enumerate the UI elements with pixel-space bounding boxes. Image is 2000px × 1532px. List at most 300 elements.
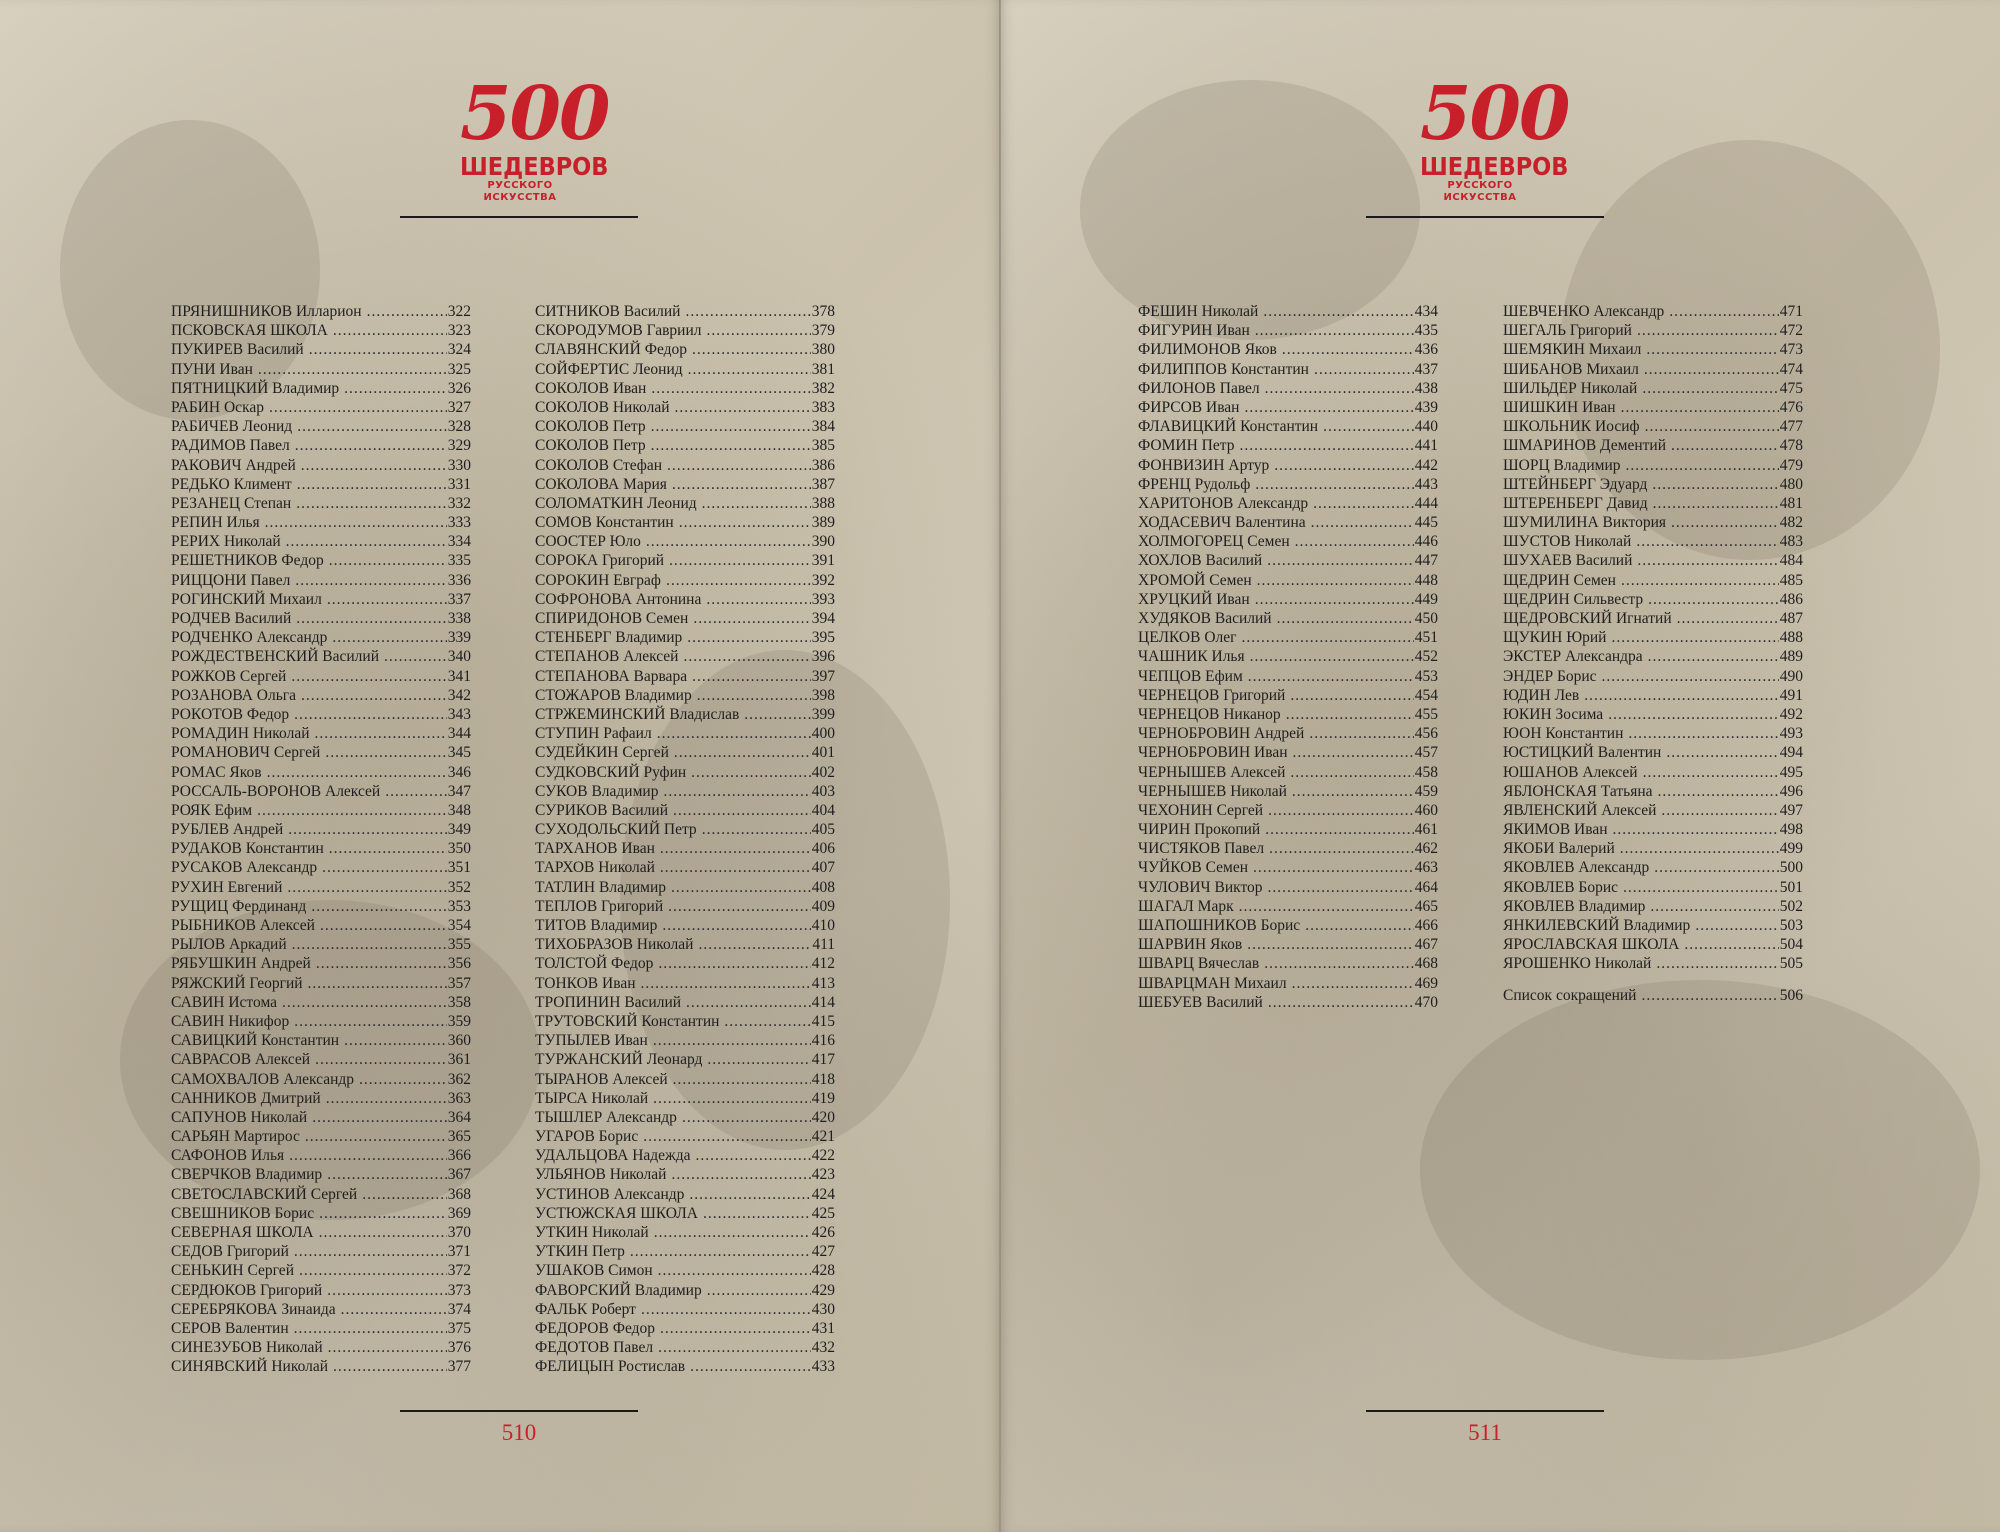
index-entry [171,1031,471,1050]
dot-leader [311,897,446,916]
index-entry [171,801,471,820]
entry-page: 469 [1414,974,1438,992]
index-entry [171,1089,471,1108]
entry-name: РИЦЦОНИ Павел [171,571,291,589]
index-entry [1138,551,1438,570]
entry-page: 473 [1779,341,1803,359]
entry-page: 361 [447,1051,471,1069]
dot-leader [320,916,447,935]
entry-page: 409 [811,897,835,915]
logo-subtitle: РУССКОГО ИСКУССТВА [483,180,557,203]
entry-name: СТУПИН Рафаил [535,725,652,743]
dot-leader [1637,551,1778,570]
index-entry [1138,974,1438,993]
dot-leader [658,1261,811,1280]
index-entry [1138,782,1438,801]
entry-page: 504 [1779,936,1803,954]
dot-leader [707,321,811,340]
index-entry [1138,494,1438,513]
index-entry [1138,532,1438,551]
logo-number: 500 [1420,71,1569,157]
entry-name: РЕЗАНЕЦ Степан [171,494,292,512]
entry-name: РЯЖСКИЙ Георгий [171,974,303,992]
dot-leader [673,801,811,820]
index-entry [171,398,471,417]
index-entry [535,1223,835,1242]
entry-page: 414 [811,993,835,1011]
index-entry [1138,302,1438,321]
dot-leader [1654,858,1778,877]
entry-page: 486 [1779,590,1803,608]
index-entry [1138,839,1438,858]
dot-leader [1292,782,1414,801]
dot-leader [1267,551,1414,570]
entry-page: 322 [447,303,471,320]
entry-name: ЦЕЛКОВ Олег [1138,629,1237,647]
index-entry [171,782,471,801]
entry-name: СОКОЛОВ Иван [535,379,647,397]
entry-name: САРЬЯН Мартирос [171,1128,300,1146]
index-entry [1503,379,1803,398]
dot-leader [1311,513,1414,532]
dot-leader [1268,993,1414,1012]
dot-leader [1623,878,1779,897]
entry-page: 372 [447,1262,471,1280]
index-entry [1503,839,1803,858]
dot-leader [1650,897,1778,916]
dot-leader [658,1338,811,1357]
entry-name: СООСТЕР Юло [535,533,641,551]
entry-page: 482 [1779,514,1803,532]
dot-leader [1602,667,1779,686]
index-entry [171,475,471,494]
dot-leader [301,686,447,705]
entry-name: ФЕДОРОВ Федор [535,1319,656,1337]
entry-name: СОКОЛОВ Стефан [535,456,663,474]
entry-name: ФЕДОТОВ Павел [535,1339,654,1357]
dot-leader [1309,724,1413,743]
dot-leader [671,1165,810,1184]
index-entry [171,1127,471,1146]
entry-name: ЯКОВЛЕВ Борис [1503,878,1619,896]
dot-leader [1641,986,1778,1005]
index-entry [171,379,471,398]
entry-name: РОЯК Ефим [171,801,253,819]
entry-name: РОДЧЕНКО Александр [171,629,328,647]
entry-page: 496 [1779,782,1803,800]
dot-leader [666,571,811,590]
entry-name: ФРЕНЦ Рудольф [1138,475,1251,493]
entry-page: 415 [811,1012,835,1030]
dot-leader [724,1012,810,1031]
book-spine [999,0,1001,1532]
entry-name: ЮСТИЦКИЙ Валентин [1503,744,1662,762]
entry-name: ФАВОРСКИЙ Владимир [535,1281,702,1299]
entry-page: 475 [1779,379,1803,397]
index-entry [1503,935,1803,954]
dot-leader [1648,590,1779,609]
dot-leader [257,801,447,820]
entry-page: 428 [811,1262,835,1280]
dot-leader [662,916,810,935]
index-entry [535,935,835,954]
entry-page: 379 [811,322,835,340]
dot-leader [312,1108,447,1127]
dot-leader [668,897,811,916]
entry-page: 467 [1414,936,1438,954]
background-art [1080,80,1420,340]
index-entry [1138,590,1438,609]
index-entry [535,379,835,398]
entry-page: 397 [811,667,835,685]
dot-leader [315,724,447,743]
dot-leader [1255,475,1413,494]
dot-leader [1636,532,1778,551]
entry-page: 329 [447,437,471,455]
dot-leader [1257,571,1414,590]
entry-page: 488 [1779,629,1803,647]
entry-name: ЯКОВЛЕВ Александр [1503,859,1650,877]
index-entry [1138,340,1438,359]
entry-page: 451 [1414,629,1438,647]
entry-page: 324 [447,341,471,359]
entry-page: 478 [1779,437,1803,455]
entry-name: ПСКОВСКАЯ ШКОЛА [171,322,328,340]
entry-name: ЧАШНИК Илья [1138,648,1245,666]
index-entry [535,532,835,551]
index-entry [535,1050,835,1069]
index-entry [171,935,471,954]
index-entry [171,1185,471,1204]
dot-leader [1621,571,1779,590]
entry-page: 365 [447,1128,471,1146]
entry-page: 472 [1779,322,1803,340]
index-entry [1138,628,1438,647]
entry-name: ЩУКИН Юрий [1503,629,1607,647]
index-entry [1138,916,1438,935]
entry-name: СЕНЬКИН Сергей [171,1262,294,1280]
entry-name: СТРЖЕМИНСКИЙ Владислав [535,705,740,723]
entry-page: 381 [811,360,835,378]
index-entry [1503,456,1803,475]
entry-name: ШАРВИН Яков [1138,936,1243,954]
entry-name: ЧЕРНЕЦОВ Никанор [1138,705,1281,723]
entry-name: ШЕГАЛЬ Григорий [1503,322,1632,340]
dot-leader [641,1300,811,1319]
dot-leader [1290,686,1413,705]
dot-leader [660,1319,811,1338]
index-entry [171,878,471,897]
entry-name: САПУНОВ Николай [171,1108,308,1126]
index-entry [171,360,471,379]
entry-page: 389 [811,514,835,532]
entry-name: РОМАДИН Николай [171,725,310,743]
index-entry [535,1127,835,1146]
entry-page: 366 [447,1147,471,1165]
entry-page: 499 [1779,840,1803,858]
index-entry [171,590,471,609]
index-entry [171,1281,471,1300]
entry-name: ЯРОСЛАВСКАЯ ШКОЛА [1503,936,1680,954]
dot-leader [667,456,811,475]
dot-leader [1652,475,1778,494]
entry-name: РАБИН Оскар [171,398,264,416]
entry-page: 354 [447,917,471,934]
entry-page: 340 [447,648,471,666]
index-entry [535,360,835,379]
entry-page: 387 [811,475,835,493]
entry-page: 378 [811,303,835,320]
entry-page: 498 [1779,821,1803,839]
entry-name: ЮОН Константин [1503,725,1624,743]
entry-page: 370 [447,1224,471,1241]
dot-leader [1239,897,1414,916]
entry-page: 402 [811,763,835,781]
index-entry [1503,302,1803,321]
index-entry [1138,398,1438,417]
dot-leader [325,743,446,762]
dot-leader [685,302,810,321]
index-entry [1138,801,1438,820]
entry-page: 357 [447,974,471,992]
dot-leader [1282,340,1414,359]
index-entry [171,763,471,782]
dot-leader [309,340,447,359]
index-entry [171,1165,471,1184]
entry-name: ЧЕРНОБРОВИН Андрей [1138,725,1305,743]
page-number: 511 [1468,1420,1502,1445]
entry-page: 481 [1779,494,1803,512]
entry-page: 399 [811,705,835,723]
entry-name: СОРОКА Григорий [535,552,665,570]
index-entry [535,475,835,494]
dot-leader [344,379,447,398]
index-entry [535,436,835,455]
entry-name: ХОЛМОГОРЕЦ Семен [1138,533,1290,551]
entry-name: САВРАСОВ Алексей [171,1051,311,1069]
entry-name: СОРОКИН Евграф [535,571,661,589]
entry-page: 350 [447,840,471,858]
entry-page: 442 [1414,456,1438,474]
entry-name: ЯБЛОНСКАЯ Татьяна [1503,782,1653,800]
index-entry [1138,417,1438,436]
entry-page: 401 [811,744,835,762]
index-entry [171,1357,471,1376]
entry-page: 495 [1779,763,1803,781]
entry-page: 418 [811,1070,835,1088]
dot-leader [1584,686,1779,705]
entry-name: ПУКИРЕВ Василий [171,341,304,359]
index-entry [535,1319,835,1338]
entry-name: ХРУЦКИЙ Иван [1138,590,1250,608]
entry-page: 393 [811,590,835,608]
index-entry [535,1338,835,1357]
dot-leader [308,974,447,993]
entry-page: 390 [811,533,835,551]
index-entry [535,1261,835,1280]
entry-name: РОЗАНОВА Ольга [171,686,297,704]
entry-name: ШИЛЬДЕР Николай [1503,379,1638,397]
index-entry [171,954,471,973]
dot-leader [702,494,811,513]
dot-leader [1265,379,1414,398]
entry-page: 477 [1779,418,1803,436]
entry-page: 501 [1779,878,1803,896]
dot-leader [1263,302,1413,321]
index-entry [1503,475,1803,494]
entry-page: 349 [447,821,471,839]
dot-leader [1290,763,1413,782]
dot-leader [1637,321,1779,340]
index-entry [1503,321,1803,340]
entry-name: ТЫРСА Николай [535,1089,649,1107]
entry-name: СИНЕЗУБОВ Николай [171,1339,323,1357]
dot-leader [322,858,447,877]
index-entry [1138,667,1438,686]
dot-leader [286,532,447,551]
entry-name: РЕДЬКО Климент [171,475,292,493]
entry-name: ШУХАЕВ Василий [1503,552,1633,570]
index-entry [1138,858,1438,877]
logo-subtitle: РУССКОГО ИСКУССТВА [1443,180,1517,203]
index-entry [535,705,835,724]
index-entry [1138,820,1438,839]
index-entry [535,551,835,570]
entry-name: ЭКСТЕР Александра [1503,648,1643,666]
entry-name: РУХИН Евгений [171,878,283,896]
entry-name: ХРОМОЙ Семен [1138,571,1252,589]
entry-page: 369 [447,1204,471,1222]
dot-leader [706,590,810,609]
entry-name: РУСАКОВ Александр [171,859,318,877]
entry-name: ТУРЖАНСКИЙ Леонард [535,1051,703,1069]
entry-page: 433 [811,1358,835,1376]
entry-page: 336 [447,571,471,589]
entry-page: 355 [447,936,471,954]
index-entry [1503,743,1803,762]
dot-leader [327,1281,447,1300]
index-entry [1503,782,1803,801]
entry-name: ТРУТОВСКИЙ Константин [535,1012,720,1030]
dot-leader [332,628,446,647]
entry-page: 348 [447,801,471,819]
entry-page: 461 [1414,821,1438,839]
entry-page: 452 [1414,648,1438,666]
dot-leader [1239,436,1413,455]
entry-page: 386 [811,456,835,474]
entry-name: ТАРХОВ Николай [535,859,655,877]
dot-leader [265,513,447,532]
dot-leader [258,360,447,379]
dot-leader [296,494,447,513]
index-entry [1503,360,1803,379]
dot-leader [344,1031,447,1050]
entry-page: 343 [447,705,471,723]
entry-page: 388 [811,494,835,512]
entry-name: ЯВЛЕНСКИЙ Алексей [1503,801,1657,819]
entry-page: 500 [1779,859,1803,877]
entry-name: ЧИРИН Прокопий [1138,821,1261,839]
entry-page: 327 [447,398,471,416]
book-logo [1420,71,1569,204]
entry-name: САМОХВАЛОВ Александр [171,1070,355,1088]
entry-page: 432 [811,1339,835,1357]
index-entry [1138,743,1438,762]
index-entry [1138,436,1438,455]
dot-leader [282,993,447,1012]
entry-page: 371 [447,1243,471,1261]
entry-name: ХОХЛОВ Василий [1138,552,1263,570]
entry-name: РУЩИЦ Фердинанд [171,897,307,915]
entry-name: ТЫРАНОВ Алексей [535,1070,668,1088]
dot-leader [333,1357,447,1376]
index-entry [171,1108,471,1127]
entry-name: РЫЛОВ Аркадий [171,936,287,954]
entry-name: ПУНИ Иван [171,360,253,378]
index-entry [171,858,471,877]
index-entry [535,1165,835,1184]
dot-leader [1669,302,1778,321]
entry-name: РАДИМОВ Павел [171,437,290,455]
dot-leader [657,724,811,743]
index-entry [171,321,471,340]
dot-leader [329,839,447,858]
entry-page: 356 [447,955,471,973]
dot-leader [287,878,446,897]
dot-leader [294,705,447,724]
entry-page: 360 [447,1032,471,1050]
dot-leader [328,1338,447,1357]
entry-name: ТРОПИНИН Василий [535,993,682,1011]
dot-leader [1671,436,1779,455]
entry-name: РЫБНИКОВ Алексей [171,917,315,934]
dot-leader [319,1204,447,1223]
entry-name: ЧЕРНЫШЕВ Алексей [1138,763,1286,781]
index-entry [535,456,835,475]
entry-page: 403 [811,782,835,800]
entry-name: РУДАКОВ Константин [171,840,324,858]
entry-name: СОЛОМАТКИН Леонид [535,494,697,512]
index-entry [171,974,471,993]
entry-page: 468 [1414,955,1438,973]
index-entry [1503,916,1803,935]
entry-page: 330 [447,456,471,474]
dot-leader [341,1300,447,1319]
entry-name: СВЕРЧКОВ Владимир [171,1166,323,1184]
index-entry [535,1242,835,1261]
dot-leader [1295,532,1414,551]
entry-page: 419 [811,1089,835,1107]
entry-page: 437 [1414,360,1438,378]
dot-leader [696,1146,811,1165]
entry-page: 435 [1414,322,1438,340]
index-entry [1503,820,1803,839]
dot-leader [703,1204,811,1223]
entry-name: ЧУЙКОВ Семен [1138,859,1248,877]
index-entry [1503,417,1803,436]
entry-name: РОКОТОВ Федор [171,705,290,723]
index-entry [171,1146,471,1165]
entry-name: ЧЕРНОБРОВИН Иван [1138,744,1288,762]
index-column [171,302,471,1377]
entry-name: СТЕПАНОВ Алексей [535,648,679,666]
entry-name: СЕРЕБРЯКОВА Зинаида [171,1300,336,1318]
index-entry [171,743,471,762]
dot-leader [1286,705,1414,724]
index-entry [535,1146,835,1165]
dot-leader [653,1031,811,1050]
dot-leader [1653,494,1779,513]
